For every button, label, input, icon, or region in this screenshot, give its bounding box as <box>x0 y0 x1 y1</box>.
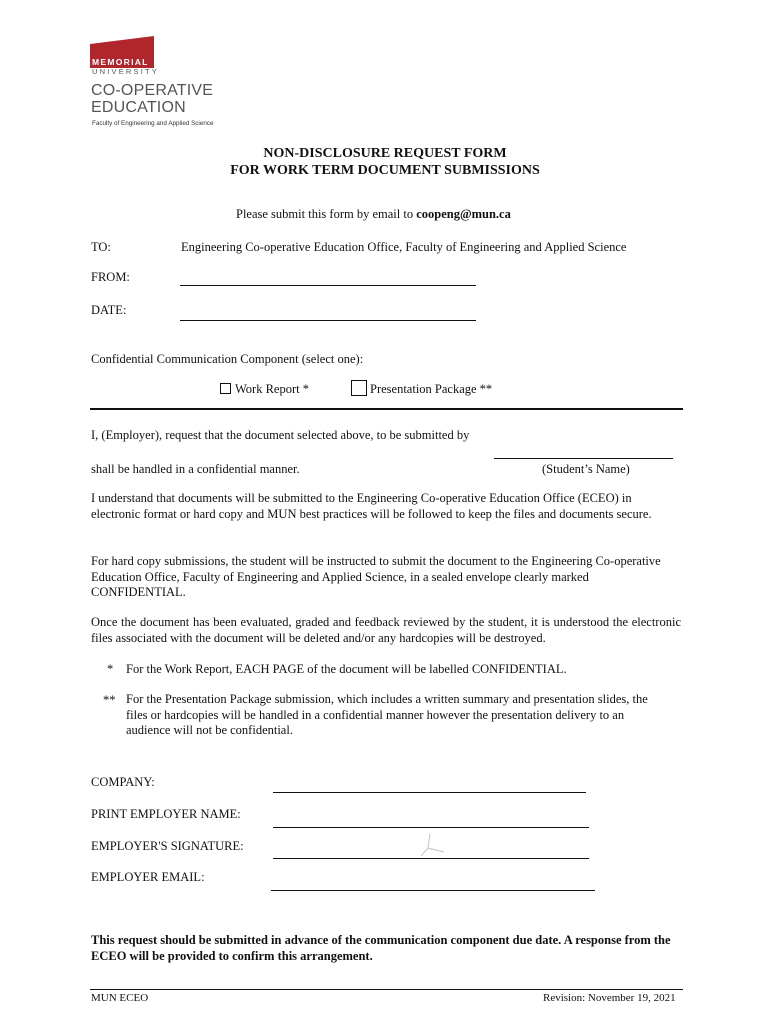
footer-right: Revision: November 19, 2021 <box>543 992 676 1004</box>
from-field[interactable] <box>180 285 476 286</box>
student-name-field[interactable] <box>494 458 673 459</box>
note-2-mark: ** <box>103 693 116 707</box>
note-1-mark: * <box>107 662 114 676</box>
employer-signature-field[interactable] <box>273 858 589 859</box>
component-label: Confidential Communication Component (select one): <box>91 352 364 366</box>
university-logo <box>88 34 248 134</box>
submit-instructions <box>236 206 511 222</box>
print-employer-name-label: PRINT EMPLOYER NAME: <box>91 807 241 821</box>
option-presentation-package[interactable] <box>351 380 492 397</box>
company-field[interactable] <box>273 792 586 793</box>
request-line <box>91 427 469 443</box>
logo-university-text: UNIVERSITY <box>92 67 160 76</box>
logo-memorial-text: MEMORIAL <box>92 57 149 67</box>
company-label: COMPANY: <box>91 775 155 789</box>
student-name-caption: (Student’s Name) <box>542 462 630 476</box>
submit-prefix: Please submit this form by email to <box>236 207 417 221</box>
employer-signature-label: EMPLOYER'S SIGNATURE: <box>91 839 244 853</box>
form-title-line-2: FOR WORK TERM DOCUMENT SUBMISSIONS <box>230 163 540 178</box>
footer-divider <box>90 989 683 990</box>
to-label: TO: <box>91 240 111 254</box>
logo-faculty-text: Faculty of Engineering and Applied Science <box>92 120 214 127</box>
employer-email-label: EMPLOYER EMAIL: <box>91 870 205 884</box>
footer-left: MUN ECEO <box>91 992 149 1004</box>
date-label: DATE: <box>91 303 127 317</box>
note-2-text: For the Presentation Package submission, which includes a written summary and presentation slides, the files or hardcopies will be handled in a confidential manner however the presentation delivery to an audience will not be confidential. <box>126 692 648 737</box>
presentation-package-checkbox[interactable] <box>351 380 367 396</box>
to-value: Engineering Co-operative Education Office, Faculty of Engineering and Applied Science <box>181 240 627 254</box>
work-report-checkbox[interactable] <box>220 383 231 394</box>
signature-mark-icon <box>418 832 448 858</box>
employer-email-field[interactable] <box>271 890 595 891</box>
request-text: I, (Employer), request that the document selected above, to be submitted by <box>91 428 470 442</box>
request-continuation: shall be handled in a confidential manner. <box>91 462 300 476</box>
presentation-package-label: Presentation Package ** <box>370 382 493 396</box>
logo-education-text: EDUCATION <box>91 99 186 116</box>
section-divider <box>90 408 683 410</box>
paragraph-documents-secure: I understand that documents will be submitted to the Engineering Co-operative Education Office (ECEO) in electronic format or hard copy and MUN best practices will be followed to keep the files and documents secure. <box>91 491 652 521</box>
paragraph-evaluation: Once the document has been evaluated, graded and feedback reviewed by the student, it is understood the electronic files associated with the document will be deleted and/or any hardcopies will be destroyed. <box>91 615 681 645</box>
paragraph-hard-copy: For hard copy submissions, the student will be instructed to submit the document to the Engineering Co-operative Education Office, Faculty of Engineering and Applied Science, in a sealed envelope clearly marked CONFIDENTIAL. <box>91 554 661 599</box>
logo-coop-text: CO-OPERATIVE <box>91 82 214 99</box>
from-label: FROM: <box>91 270 130 284</box>
print-employer-name-field[interactable] <box>273 827 589 828</box>
submit-email-link[interactable]: coopeng@mun.ca <box>416 207 511 221</box>
note-1-text: For the Work Report, EACH PAGE of the document will be labelled CONFIDENTIAL. <box>126 662 567 676</box>
submission-notice: This request should be submitted in advance of the communication component due date. A response from the ECEO will be provided to confirm this arrangement. <box>91 933 671 963</box>
form-title-line-1: NON-DISCLOSURE REQUEST FORM <box>263 146 507 161</box>
work-report-label: Work Report * <box>235 382 309 396</box>
option-work-report[interactable] <box>220 381 309 397</box>
date-field[interactable] <box>180 320 476 321</box>
